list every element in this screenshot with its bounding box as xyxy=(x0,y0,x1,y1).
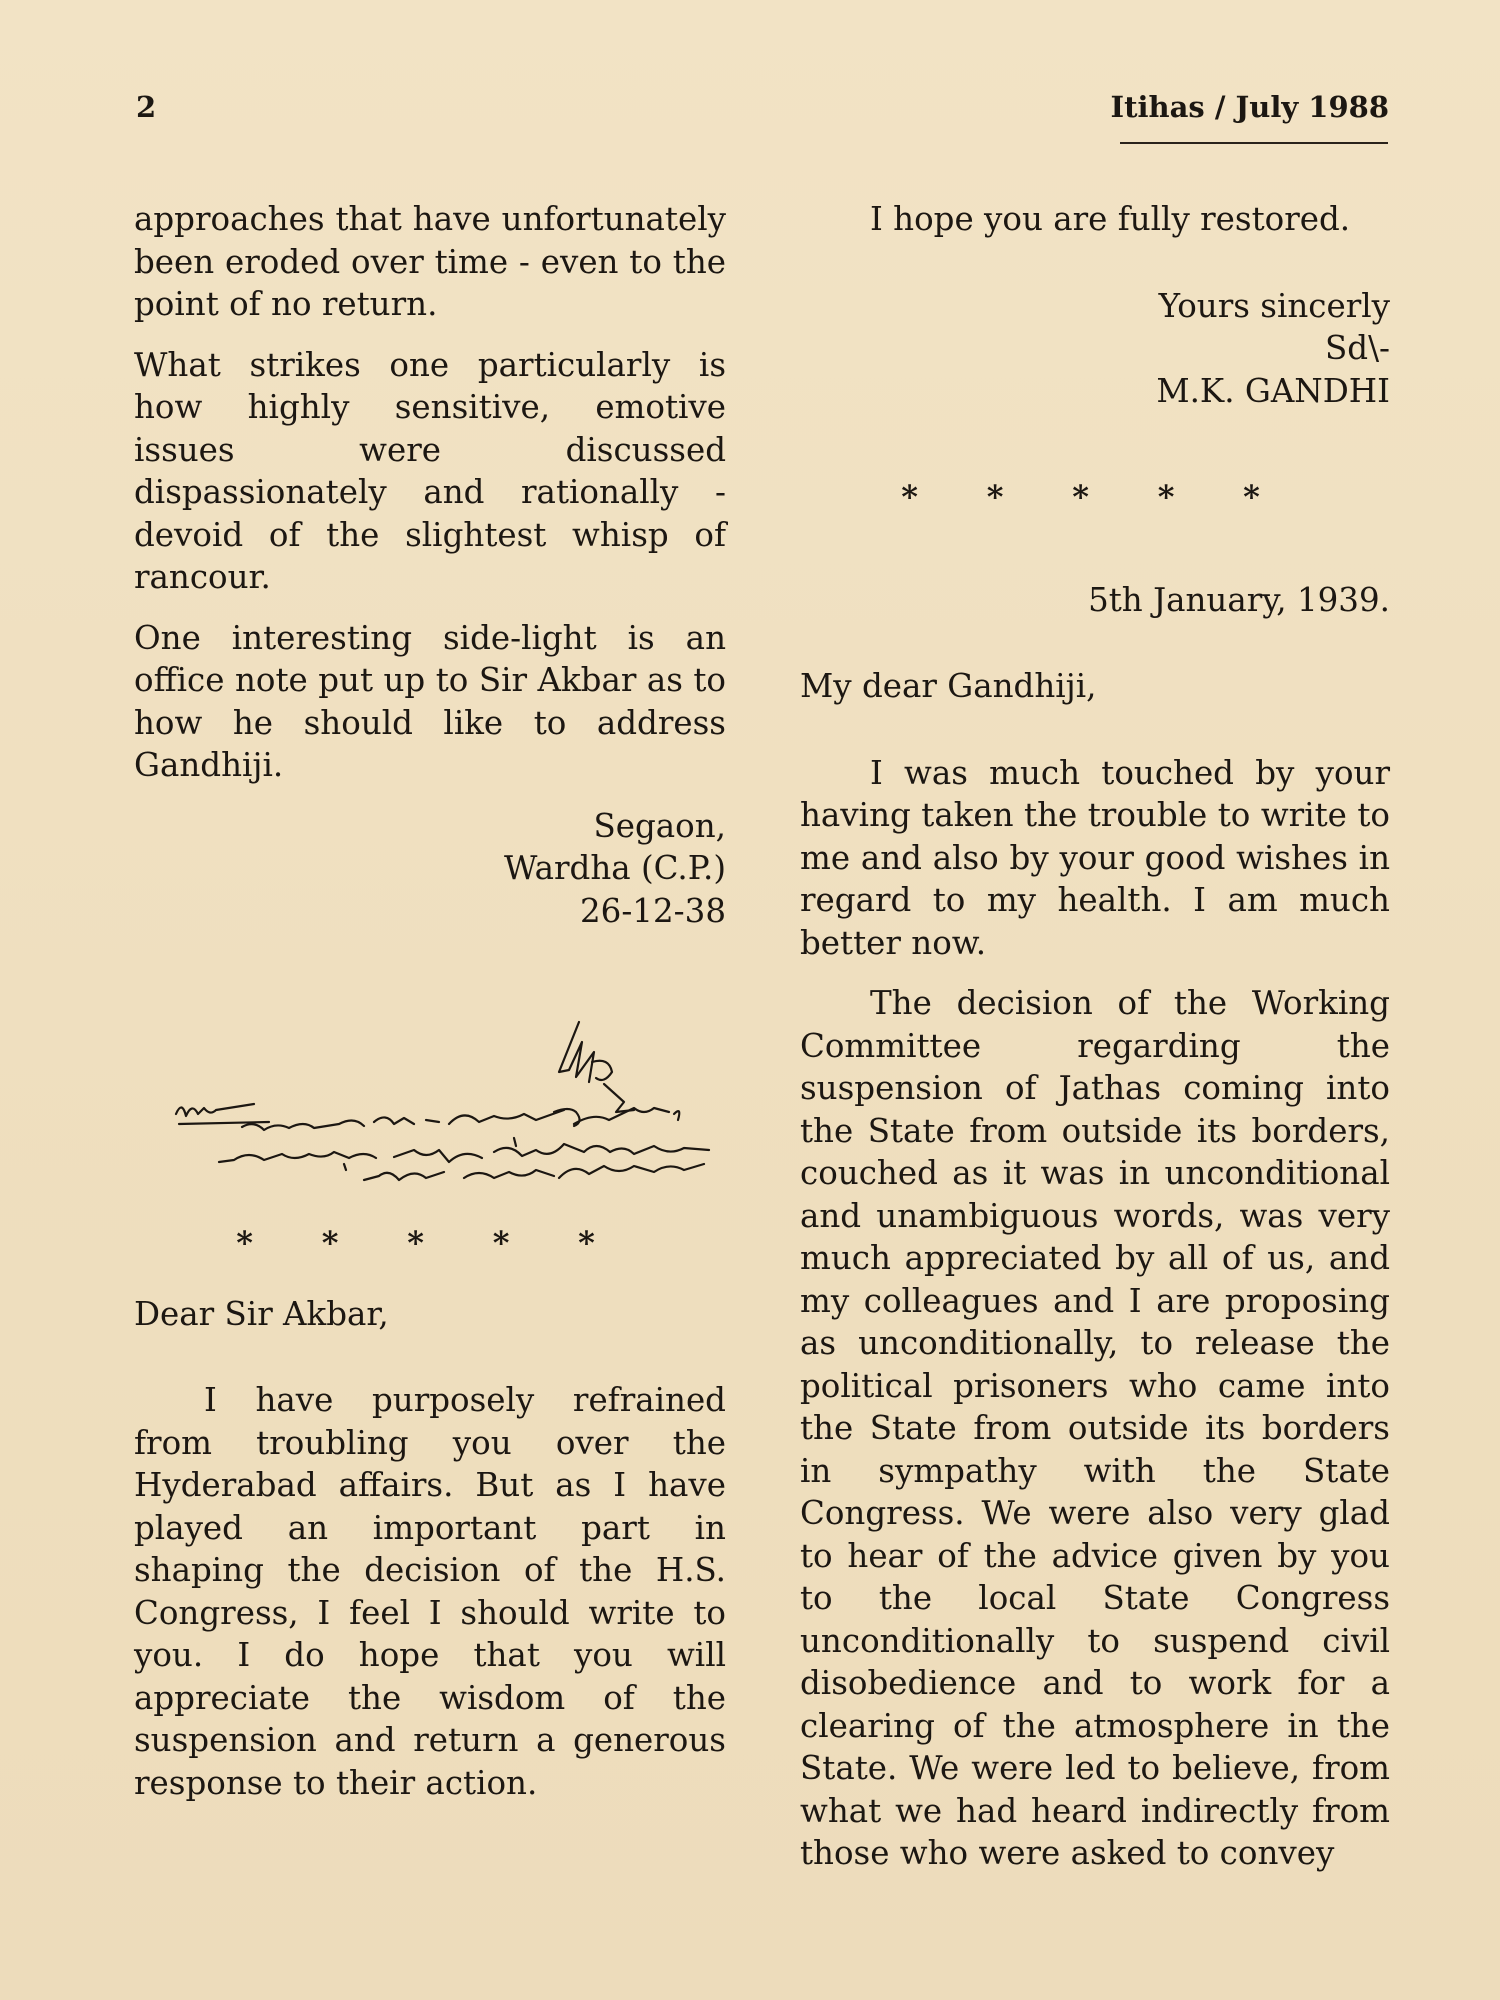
section-separator: * * * * * xyxy=(901,478,1289,516)
letter-closing xyxy=(800,285,1390,413)
running-head: Itihas / July 1988 xyxy=(1110,90,1389,124)
section-separator: * * * * * xyxy=(236,1224,624,1262)
intro-paragraph-3: One interesting side-light is an office note put up to Sir Akbar as to how he should like to address Gandhiji. xyxy=(134,618,726,784)
letter-paragraph: I have purposely refrained from troubling you over the Hyderabad affairs. But as I have played an important part in shaping the decision of the H.S. Congress, I feel I should write to you. I do hope that you will appreciate the wisdom of the suspension and return a generous response to their action. xyxy=(134,1381,726,1802)
letter-date: 5th January, 1939. xyxy=(1088,580,1390,619)
intro-paragraph-1: approaches that have unfortunately been eroded over time - even to the point of no return. xyxy=(134,200,726,323)
address-line-1: Segaon, xyxy=(593,806,726,845)
right-column xyxy=(800,198,1390,1893)
letter-salutation: My dear Gandhiji, xyxy=(800,667,1097,705)
letter-paragraph-2: The decision of the Working Committee regarding the suspension of Jathas coming into the State from outside its borders, couched as it was in unconditional and unambiguous words, was very much appreciated by all of us, and my colleagues and I are proposing as unconditionally, to release the political prisoners who came into the State from outside its borders in sympathy with the State Congress. We were also very glad to hear of the advice given by you to the local State Congress unconditionally to suspend civil disobedience and to work for a clearing of the atmosphere in the State. We were led to believe, from what we had heard indirectly from those who were asked to convey xyxy=(800,984,1390,1872)
letter-address xyxy=(134,805,726,933)
header-rule xyxy=(1120,142,1388,144)
address-line-3: 26-12-38 xyxy=(579,891,726,930)
letter-salutation: Dear Sir Akbar, xyxy=(134,1294,389,1333)
closing-line-3: M.K. GANDHI xyxy=(1156,371,1390,410)
closing-line-2: Sd\- xyxy=(1325,329,1390,367)
closing-line-1: Yours sincerly xyxy=(1158,286,1390,325)
letter-paragraph-1: I was much touched by your having taken the trouble to write to me and also by your good wishes in regard to my health. I am much better now. xyxy=(800,753,1390,962)
page-number: 2 xyxy=(136,90,157,124)
intro-paragraph-2: What strikes one particularly is how highly sensitive, emotive issues were discussed dispassionately and rationally - devoid of the slightest whisp of rancour. xyxy=(134,345,726,596)
handwritten-note-icon xyxy=(164,1012,724,1192)
address-line-2: Wardha (C.P.) xyxy=(504,849,726,887)
letter-closing-paragraph: I hope you are fully restored. xyxy=(870,200,1351,238)
left-column xyxy=(134,198,726,1822)
